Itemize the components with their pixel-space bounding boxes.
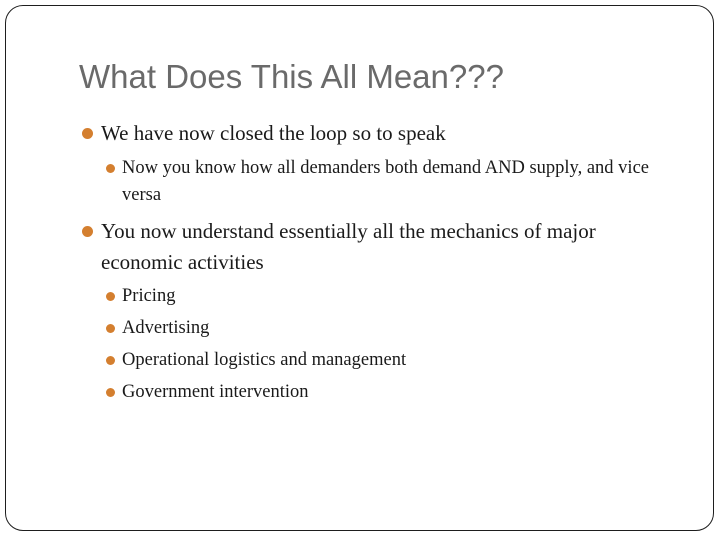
bullet-dot-icon bbox=[106, 324, 115, 333]
bullet-dot-icon bbox=[82, 226, 93, 237]
bullet-dot-icon bbox=[106, 164, 115, 173]
bullet-item bbox=[122, 283, 672, 310]
bullet-item bbox=[101, 118, 681, 149]
bullet-text: We have now closed the loop so to speak bbox=[101, 121, 446, 145]
bullet-dot-icon bbox=[106, 292, 115, 301]
bullet-text: Advertising bbox=[122, 318, 210, 338]
bullet-dot-icon bbox=[106, 388, 115, 397]
bullet-item bbox=[122, 379, 672, 406]
bullet-dot-icon bbox=[106, 356, 115, 365]
bullet-text: You now understand essentially all the mechanics of major economic activities bbox=[101, 219, 596, 274]
bullet-item bbox=[101, 216, 666, 278]
bullet-text: Now you know how all demanders both demand AND supply, and vice versa bbox=[122, 158, 649, 205]
slide-title: What Does This All Mean??? bbox=[79, 58, 504, 95]
bullet-text: Government intervention bbox=[122, 382, 309, 402]
bullet-item bbox=[122, 315, 672, 342]
bullet-item bbox=[122, 155, 672, 209]
bullet-text: Operational logistics and management bbox=[122, 350, 407, 370]
bullet-item bbox=[122, 347, 672, 374]
bullet-dot-icon bbox=[82, 128, 93, 139]
bullet-text: Pricing bbox=[122, 286, 176, 306]
